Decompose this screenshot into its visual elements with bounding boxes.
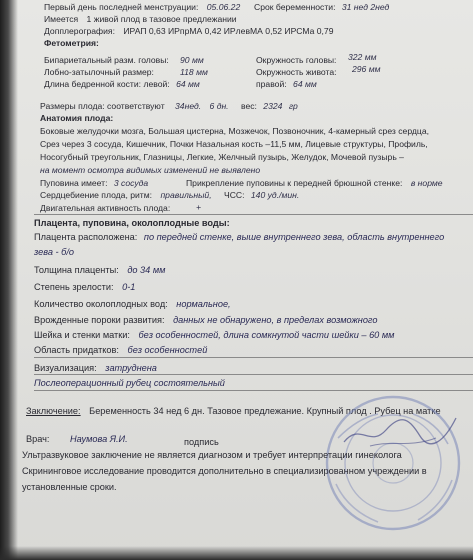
doctor-name: Наумова Я.И. xyxy=(70,434,128,444)
weight-unit: гр xyxy=(288,101,298,111)
hc-value: 322 мм xyxy=(348,52,377,62)
size-label: Размеры плода: соответствуют xyxy=(40,101,165,111)
ac-value: 296 мм xyxy=(352,64,381,74)
anatomy-line-2: Срез через 3 сосуда, Кишечник, Почки Назальная кость –11,5 мм, Лицевые структуры, Профиль, xyxy=(40,139,428,149)
insertion-value: в норме xyxy=(410,178,443,188)
footer-note-3: установленные сроки. xyxy=(22,482,117,492)
defects-row xyxy=(34,315,377,325)
placenta-title: Плацента, пуповина, околоплодные воды: xyxy=(34,218,230,228)
vessels-value: 3 сосуда xyxy=(113,178,149,188)
defects-label: Врожденные пороки развития: xyxy=(34,315,165,325)
vessels-label: Пуповина имеет: xyxy=(40,178,108,188)
page-edge-shadow xyxy=(0,0,18,560)
maturity-value: 0-1 xyxy=(122,282,136,292)
doctor-row xyxy=(26,434,128,444)
thickness-value: до 34 мм xyxy=(127,265,166,275)
section-divider xyxy=(34,214,473,215)
maturity-row xyxy=(34,282,135,292)
thickness-row xyxy=(34,265,165,275)
signature-label: подпись xyxy=(184,437,219,447)
size-days: 6 дн. xyxy=(209,101,229,111)
adnexa-label: Область придатков: xyxy=(34,345,119,355)
visual-label: Визуализация: xyxy=(34,363,97,373)
conclusion-value: Беременность 34 нед 6 дн. Тазовое предлежание. Крупный плод . Рубец на матке xyxy=(89,406,441,416)
doctor-label: Врач: xyxy=(26,434,50,444)
bpd-label: Бипариетальный разм. головы: xyxy=(44,55,169,65)
size-weeks: 34нед. xyxy=(175,101,202,111)
placenta-location-value: по передней стенке, выше внутреннего зева, область внутреннего xyxy=(143,232,445,242)
fl-value: 64 мм xyxy=(176,79,200,89)
fl-label: Длина бедренной кости: левой: xyxy=(44,79,170,89)
section-divider xyxy=(34,357,473,358)
round-stamp-icon xyxy=(318,388,468,538)
adnexa-row xyxy=(34,345,207,355)
heart-row xyxy=(40,190,299,200)
anatomy-line-1: Боковые желудочки мозга, Большая цистерна, Мозжечок, Позвоночник, 4-камерный срез сердца, xyxy=(40,126,430,136)
motor-value: + xyxy=(196,202,202,212)
fl-row xyxy=(44,79,200,89)
footer-note-1: Ультразвуковое заключение не является диагнозом и требует интерпретации гинеколога xyxy=(22,450,402,460)
weight-label: вес: xyxy=(240,101,257,111)
weight-value: 2324 xyxy=(263,101,283,111)
visual-row xyxy=(34,363,157,373)
ga-row xyxy=(254,2,389,12)
size-row xyxy=(40,101,298,111)
fl-right-row xyxy=(256,79,317,89)
fetometry-title: Фетометрия: xyxy=(44,38,99,48)
placenta-location-label: Плацента расположена: xyxy=(34,232,138,242)
heart-value: правильный, xyxy=(160,190,212,200)
anatomy-line-4: на момент осмотра видимых изменений не выявлено xyxy=(40,165,261,175)
defects-value: данных не обнаружено, в пределах возможного xyxy=(173,315,378,325)
placenta-location-row xyxy=(34,232,444,242)
ac-label: Окружность живота: xyxy=(256,67,337,77)
cervix-label: Шейка и стенки матки: xyxy=(34,330,130,340)
visual-value: затруднена xyxy=(105,363,157,373)
section-divider xyxy=(34,374,473,375)
fetus-label: Имеется xyxy=(44,14,79,24)
fluid-row xyxy=(34,299,231,309)
fl-right-label: правой: xyxy=(256,79,287,89)
signature-icon xyxy=(340,412,460,452)
ofd-label: Лобно-затылочный размер: xyxy=(44,67,154,77)
maturity-label: Степень зрелости: xyxy=(34,282,114,292)
fluid-value: нормальное, xyxy=(176,299,231,309)
placenta-location-value-2: зева - б/о xyxy=(34,247,74,257)
hr-label: ЧСС: xyxy=(223,190,245,200)
vessels-row xyxy=(40,178,148,188)
insertion-label: Прикрепление пуповины к передней брюшной стенке: xyxy=(186,178,403,188)
fluid-label: Количество околоплодных вод: xyxy=(34,299,168,309)
ga-label: Срок беременности: xyxy=(254,2,336,12)
ofd-value: 118 мм xyxy=(180,67,208,77)
anatomy-title: Анатомия плода: xyxy=(40,113,114,123)
cervix-row xyxy=(34,330,394,340)
insertion-row xyxy=(186,178,443,188)
fetus-row xyxy=(44,14,237,24)
fl-right-value: 64 мм xyxy=(293,79,317,89)
hr-value: 140 уд./мин. xyxy=(250,190,300,200)
footer-note-2: Скрининговое исследование проводится дополнительно в специализированном учреждении в xyxy=(22,466,427,476)
ga-value: 31 нед 2нед xyxy=(341,2,390,12)
doppler-values: ИРАП 0,63 ИРпрМА 0,42 ИРлевМА 0,52 ИРСМа 0,79 xyxy=(123,26,334,36)
doppler-label: Допплерография: xyxy=(44,26,115,36)
hc-label: Окружность головы: xyxy=(256,55,337,65)
thickness-label: Толщина плаценты: xyxy=(34,265,119,275)
motor-label: Двигательная активность плода: xyxy=(40,203,171,213)
conclusion-label: Заключение: xyxy=(26,406,81,416)
lmp-value: 05.06.22 xyxy=(206,2,241,12)
adnexa-value: без особенностей xyxy=(127,345,208,355)
bpd-value: 90 мм xyxy=(180,55,204,65)
cervix-value: без особенностей, длина сомкнутой части шейки – 60 мм xyxy=(138,330,395,340)
lmp-label: Первый день последней менструации: xyxy=(44,2,199,12)
heart-label: Сердцебиение плода, ритм: xyxy=(40,190,153,200)
doppler-row xyxy=(44,26,333,36)
lmp-row xyxy=(44,2,240,12)
fetus-value: 1 живой плод в тазовое предлежании xyxy=(86,14,237,24)
anatomy-line-3: Носогубный треугольник, Глазницы, Легкие, Желчный пузырь, Желудок, Мочевой пузырь – xyxy=(40,152,404,162)
page-bottom-shadow xyxy=(0,546,473,560)
scar-value: Послеоперационный рубец состоятельный xyxy=(34,378,225,388)
